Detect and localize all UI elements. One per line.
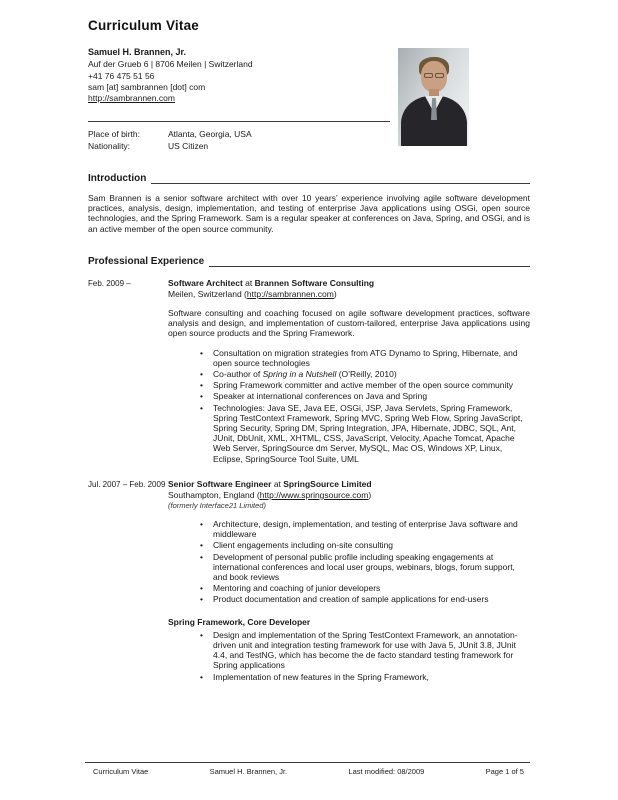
job-location [168, 490, 530, 500]
location-text: Southampton, England ( [168, 489, 260, 500]
entry-body [168, 278, 530, 465]
portrait-photo [398, 48, 469, 146]
footer-row [85, 767, 530, 776]
job-location [168, 289, 530, 299]
book-title: Spring in a Nutshell [262, 369, 337, 380]
entry-date: Jul. 2007 – Feb. 2009 [88, 479, 166, 489]
bullet-item: • Implementation of new features in the Spring Framework, [200, 672, 530, 682]
location-text: ) [368, 489, 372, 500]
experience-heading: Professional Experience [88, 255, 205, 267]
header-rule [88, 121, 390, 122]
introduction-heading: Introduction [88, 172, 147, 184]
heading-rule [151, 183, 530, 184]
job-role: Senior Software Engineer [168, 478, 272, 489]
section-heading-experience [88, 256, 530, 268]
job-at: at [271, 478, 284, 489]
subsection-heading: Spring Framework, Core Developer [168, 616, 311, 627]
birthplace-value: Atlanta, Georgia, USA [168, 128, 252, 139]
bullet-item: • Consultation on migration strategies from ATG Dynamo to Spring, Hibernate, and open source technologies [200, 348, 530, 368]
subsection-bullet-list [168, 630, 530, 682]
job-company: SpringSource Limited [283, 478, 372, 489]
nationality-value: US Citizen [168, 140, 209, 151]
heading-rule [209, 266, 530, 267]
job-role: Software Architect [168, 277, 243, 288]
photo-glasses-left [424, 73, 433, 78]
formerly-note: (formerly Interface21 Limited) [168, 501, 266, 511]
company-website-link[interactable]: http://www.springsource.com [259, 489, 369, 500]
company-website-link[interactable]: http://sambrannen.com [246, 288, 334, 299]
bullet-text: (O’Reilly, 2010) [336, 369, 397, 380]
footer-modified: Last modified: 08/2009 [348, 767, 425, 776]
photo-glasses-right [435, 73, 444, 78]
bullet-item: • Design and implementation of the Spring TestContext Framework, an annotation-driven unit and integration testing framework for use with Java 5, JUnit 3.8, JUnit 4.4, and TestNG, which has become the de facto standard testing framework for Spring applications [200, 630, 530, 671]
job-bullet-list [168, 348, 530, 464]
experience-entry-springsource [88, 479, 530, 683]
footer-doc-title: Curriculum Vitae [93, 767, 149, 776]
job-title [168, 479, 530, 489]
bullet-item: • Spring Framework committer and active member of the open source community [200, 380, 530, 390]
address-line: Auf der Grueb 6 | 8706 Meilen | Switzerland [88, 59, 253, 70]
introduction-text: Sam Brannen is a senior software architect with over 10 years’ experience involving agile software development practices, analysis, design, implementation, and testing of enterprise Java applications using OSGi, open source technologies, and the Spring Framework. Sam is a regular speaker at conferences on Java, Spring, and OSGi, and is an active member of the open source community. [88, 192, 530, 234]
bullet-item: • Product documentation and creation of sample applications for end-users [200, 594, 530, 604]
entry-date: Feb. 2009 – [88, 278, 131, 288]
job-title [168, 278, 530, 288]
footer-page-number: Page 1 of 5 [485, 767, 524, 776]
job-description: Software consulting and coaching focused on agile software development practices, software analysis and design, and implementation of custom-tailored, enterprise Java applications using open source products and the Spring Framework. [168, 308, 530, 339]
nationality-label: Nationality: [88, 140, 131, 151]
job-at: at [242, 277, 255, 288]
bullet-item [200, 369, 530, 379]
bullet-item: • Speaker at international conferences on Java and Spring [200, 391, 530, 401]
document-title: Curriculum Vitae [88, 18, 199, 33]
page-footer [85, 762, 530, 798]
job-company: Brannen Software Consulting [254, 277, 375, 288]
bullet-item: • Development of personal public profile including speaking engagements at international conferences and local user groups, webinars, blogs, forum support, and book reviews [200, 552, 530, 583]
entry-body [168, 479, 530, 683]
website-link[interactable]: http://sambrannen.com [88, 93, 175, 104]
experience-entry-brannen-consulting [88, 278, 530, 465]
bullet-item: • Architecture, design, implementation, and testing of enterprise Java software and middleware [200, 519, 530, 539]
birthplace-label: Place of birth: [88, 128, 140, 139]
bullet-item: • Client engagements including on-site consulting [200, 540, 530, 550]
bullet-item: • Technologies: Java SE, Java EE, OSGi, JSP, Java Servlets, Spring Framework, Spring TestContext Framework, Spring MVC, Spring Web Flow, Spring JavaScript, Spring Security, Spring DM, Spring Integration, JPA, Hibernate, JDBC, SQL, Ant, JUnit, DbUnit, XML, XHTML, CSS, JavaScript, Velocity, Apache Tomcat, Apache Web Server, SpringSource dm Server, MySQL, Mac OS, Windows XP, Linux, Eclipse, SpringSource Tool Suite, UML [200, 403, 530, 464]
person-name: Samuel H. Brannen, Jr. [88, 47, 187, 58]
location-text: Meilen, Switzerland ( [168, 288, 247, 299]
job-bullet-list [168, 519, 530, 605]
location-text: ) [333, 288, 337, 299]
footer-name: Samuel H. Brannen, Jr. [209, 767, 288, 776]
email-line: sam [at] sambrannen [dot] com [88, 81, 206, 92]
phone-line: +41 76 475 51 56 [88, 70, 155, 81]
section-heading-introduction [88, 173, 530, 185]
bullet-item: • Mentoring and coaching of junior developers [200, 583, 530, 593]
bullet-text: Co-author of [213, 369, 263, 380]
